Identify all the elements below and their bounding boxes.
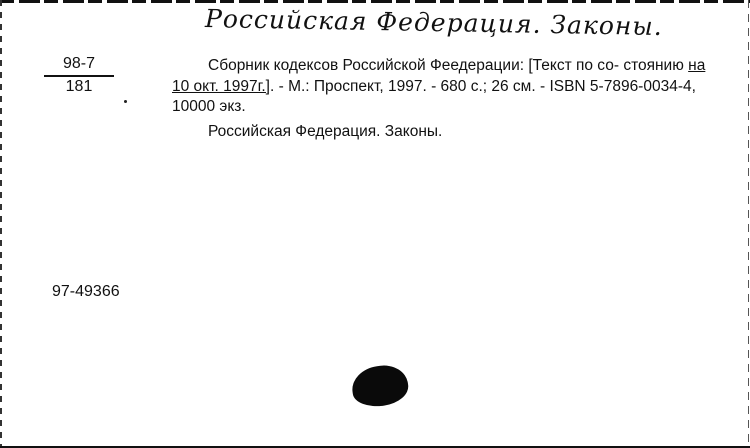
- bibliographic-entry: [172, 56, 724, 118]
- scan-edge-left: [0, 0, 2, 448]
- entry-line-3: ISBN 5-7896-0034-4, 10000 экз.: [172, 77, 696, 115]
- entry-date-underlined: на 10 окт. 1997г.]: [172, 57, 706, 95]
- handwritten-heading: Российская Федерация. Законы.: [204, 4, 663, 41]
- shelf-mark-bottom: 181: [65, 78, 93, 95]
- scan-edge-top: [0, 0, 750, 3]
- subject-heading: Российская Федерация. Законы.: [208, 123, 443, 140]
- shelf-mark-top: 98-7: [44, 54, 114, 77]
- entry-line-1: Сборник кодексов Российской Феедерации: [Текст по со-: [208, 57, 619, 74]
- shelf-mark: [44, 54, 114, 97]
- record-number: 97-49366: [52, 283, 120, 300]
- scan-edge-right: [748, 0, 749, 448]
- punch-hole: [349, 362, 410, 409]
- entry-line-2-prefix: стоянию: [623, 57, 689, 74]
- ink-dot: [124, 100, 127, 103]
- entry-line-2-suffix: . - М.: Проспект, 1997. - 680 с.; 26 см. -: [269, 77, 546, 95]
